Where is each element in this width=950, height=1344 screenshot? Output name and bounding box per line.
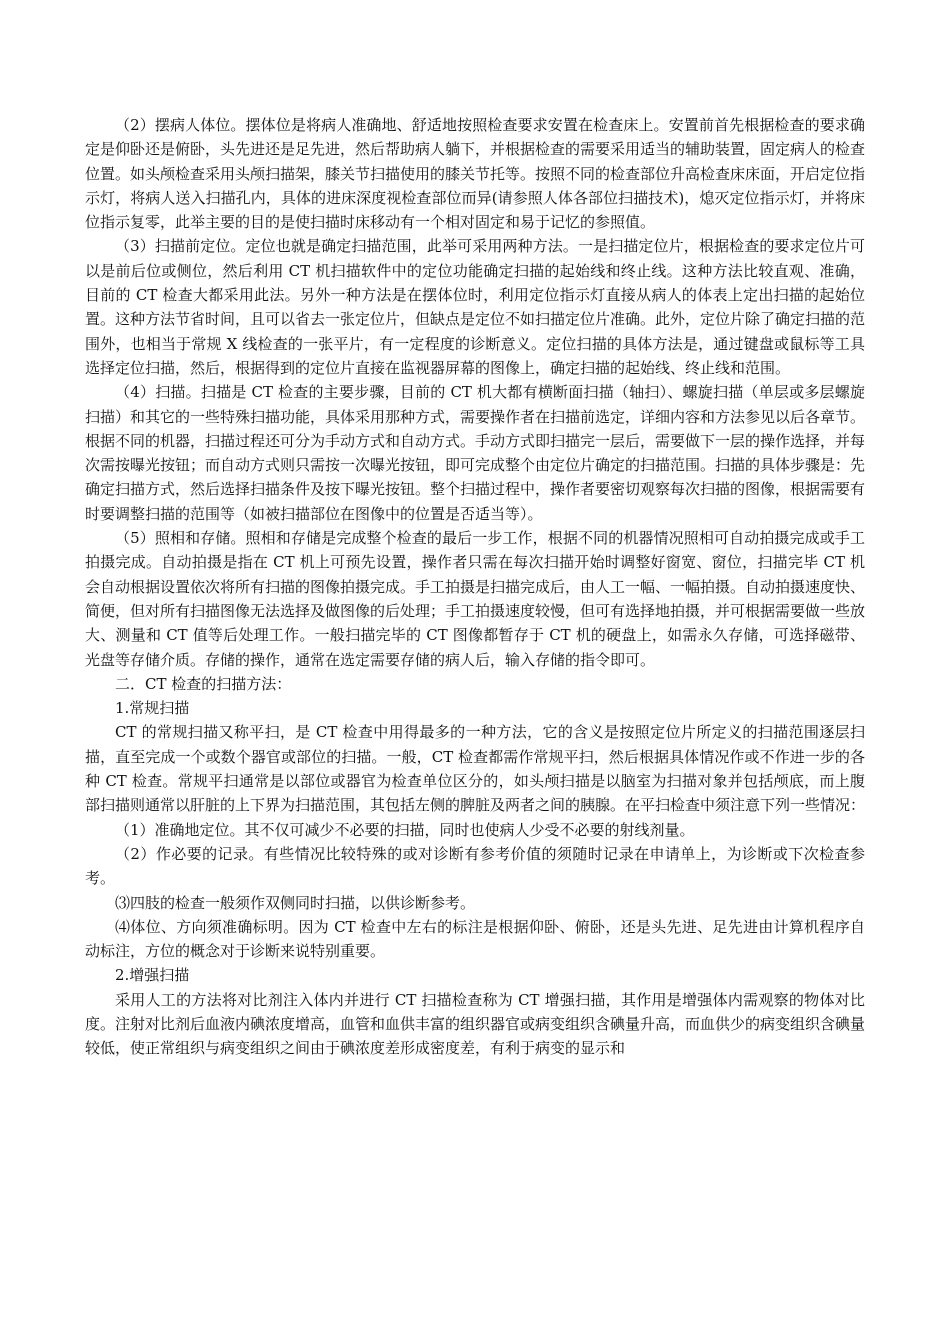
paragraph-photography-storage: （5）照相和存储。照相和存储是完成整个检查的最后一步工作，根据不同的机器情况照相可自动拍摄完成或手工拍摄完成。自动拍摄是指在 CT 机上可预先设置，操作者只需在每次扫描开始时调整好窗宽、窗位，扫描完毕 CT 机会自动根据设置依次将所有扫描的图像拍摄完成。手工拍摄是扫描完成后，由人工一幅、一幅拍摄。自动拍摄速度快、简便，但对所有扫描图像无法选择及做图像的后处理；手工拍摄速度较慢，但可有选择地拍摄，并可根据需要做一些放大、测量和 CT 值等后处理工作。一般扫描完毕的 CT 图像都暂存于 CT 机的硬盘上，如需永久存储，可选择磁带、光盘等存储介质。存储的操作，通常在选定需要存储的病人后，输入存储的指令即可。 (85, 529, 866, 669)
document-page (85, 113, 865, 1061)
subheading-enhanced-scan: 2.增强扫描 (115, 966, 190, 985)
paragraph-scanning: （4）扫描。扫描是 CT 检查的主要步骤，目前的 CT 机大都有横断面扫描（轴扫）、螺旋扫描（单层或多层螺旋扫描）和其它的一些特殊扫描功能，具体采用那种方式，需要操作者在扫描前选定，详细内容和方法参见以后各章节。根据不同的机器，扫描过程还可分为手动方式和自动方式。手动方式即扫描完一层后，需要做下一层的操作选择，并每次需按曝光按钮；而自动方式则只需按一次曝光按钮，即可完成整个由定位片确定的扫描范围。扫描的具体步骤是：先确定扫描方式，然后选择扫描条件及按下曝光按钮。整个扫描过程中，操作者要密切观察每次扫描的图像，根据需要有时要调整扫描的范围等（如被扫描部位在图像中的位置是否适当等）。 (85, 383, 866, 523)
list-item-limb-examination: ⑶四肢的检查一般须作双侧同时扫描，以供诊断参考。 (115, 893, 476, 912)
list-item-orientation-labeling: ⑷体位、方向须准确标明。因为 CT 检查中左右的标注是根据仰卧、俯卧，还是头先进、足先进由计算机程序自动标注，方位的概念对于诊断来说特别重要。 (85, 917, 865, 961)
paragraph-routine-scan: CT 的常规扫描又称平扫，是 CT 检查中用得最多的一种方法，它的含义是按照定位片所定义的扫描范围逐层扫描，直至完成一个或数个器官或部位的扫描。一般，CT 检查都需作常规平扫，然后根据具体情况作或不作进一步的各种 CT 检查。常规平扫通常是以部位或器官为检查单位区分的，如头颅扫描是以脑室为扫描对象并包括颅底，而上腹部扫描则通常以肝脏的上下界为扫描范围，其包括左侧的脾脏及两者之间的胰腺。在平扫检查中须注意下列一些情况： (85, 723, 866, 815)
list-item-accurate-positioning: （1）准确地定位。其不仅可减少不必要的扫描，同时也使病人少受不必要的射线剂量。 (115, 820, 695, 839)
section-heading-scan-methods: 二．CT 检查的扫描方法： (115, 674, 292, 693)
subheading-routine-scan: 1.常规扫描 (115, 699, 190, 718)
list-item-necessary-records: （2）作必要的记录。有些情况比较特殊的或对诊断有参考价值的须随时记录在申请单上，为诊断或下次检查参考。 (85, 844, 865, 888)
paragraph-patient-positioning: （2）摆病人体位。摆体位是将病人准确地、舒适地按照检查要求安置在检查床上。安置前首先根据检查的要求确定是仰卧还是俯卧，头先进还是足先进，然后帮助病人躺下，并根据检查的需要采用适当的辅助装置，固定病人的检查位置。如头颅检查采用头颅扫描架，膝关节扫描使用的膝关节托等。按照不同的检查部位升高检查床床面，开启定位指示灯，将病人送入扫描孔内，具体的进床深度视检查部位而异(请参照人体各部位扫描技术)，熄灭定位指示灯，并将床位指示复零，此举主要的目的是使扫描时床移动有一个相对固定和易于记忆的参照值。 (85, 116, 866, 232)
paragraph-pre-scan-localization: （3）扫描前定位。定位也就是确定扫描范围，此举可采用两种方法。一是扫描定位片，根据检查的要求定位片可以是前后位或侧位，然后利用 CT 机扫描软件中的定位功能确定扫描的起始线和终止线。这种方法比较直观、准确，目前的 CT 检查大都采用此法。另外一种方法是在摆体位时，利用定位指示灯直接从病人的体表上定出扫描的起始位置。这种方法节省时间，且可以省去一张定位片，但缺点是定位不如扫描定位片准确。此外，定位片除了确定扫描的范围外，也相当于常规 X 线检查的一张平片，有一定程度的诊断意义。定位扫描的具体方法是，通过键盘或鼠标等工具选择定位扫描，然后，根据得到的定位片直接在监视器屏幕的图像上，确定扫描的起始线、终止线和范围。 (85, 237, 866, 377)
paragraph-enhanced-scan: 采用人工的方法将对比剂注入体内并进行 CT 扫描检查称为 CT 增强扫描，其作用是增强体内需观察的物体对比度。注射对比剂后血液内碘浓度增高，血管和血供丰富的组织器官或病变组织含碘量升高，而血供少的病变组织含碘量较低，使正常组织与病变组织之间由于碘浓度差形成密度差，有利于病变的显示和 (85, 990, 866, 1058)
